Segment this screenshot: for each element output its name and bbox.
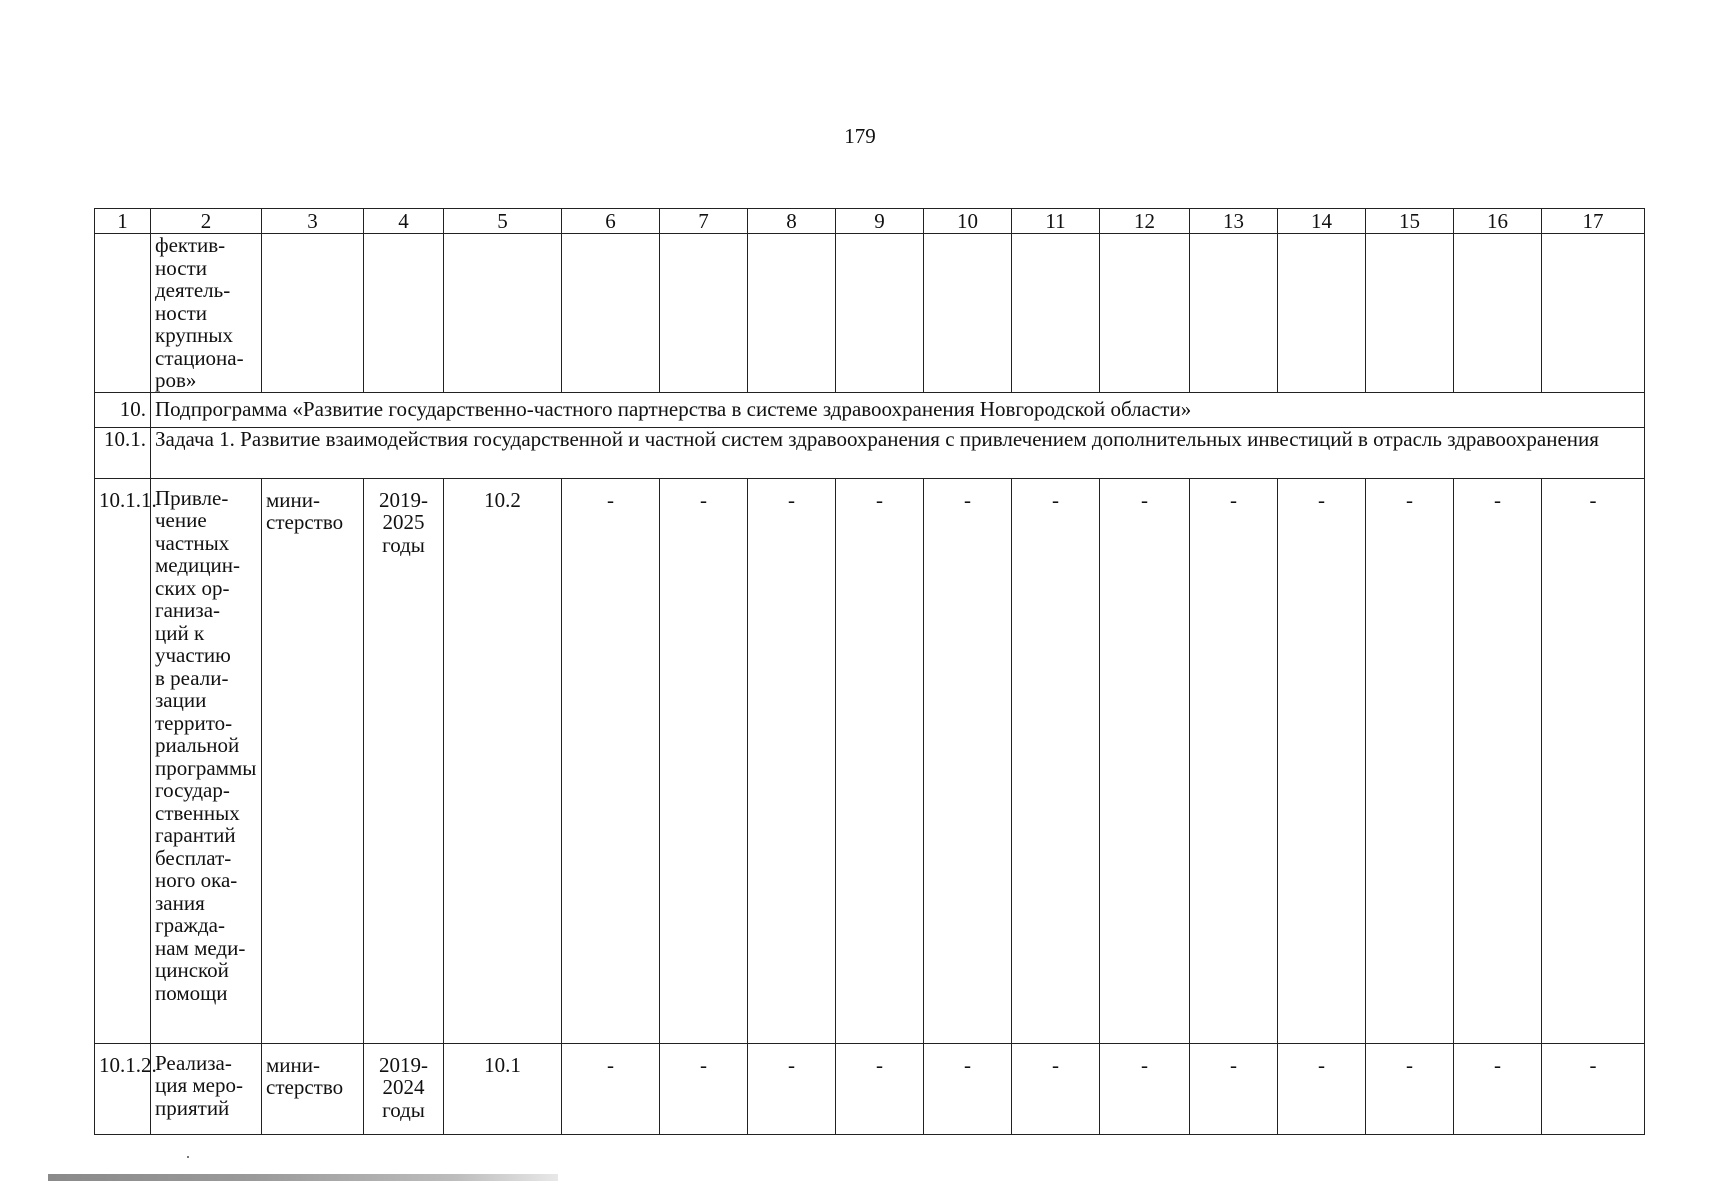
empty-cell (1366, 234, 1454, 393)
header-cell: 17 (1542, 209, 1645, 234)
scan-artifact-dot (187, 1156, 189, 1158)
empty-cell (444, 234, 562, 393)
row-number: 10.1.2. (95, 1043, 151, 1134)
value-cell: - (1542, 478, 1645, 1043)
empty-cell (1542, 234, 1645, 393)
value-cell: - (924, 478, 1012, 1043)
empty-cell (836, 234, 924, 393)
value-cell: - (1278, 1043, 1366, 1134)
empty-cell (95, 234, 151, 393)
empty-cell (364, 234, 444, 393)
activity-row (95, 1043, 1645, 1134)
header-cell: 2 (151, 209, 262, 234)
header-cell: 13 (1190, 209, 1278, 234)
header-cell: 10 (924, 209, 1012, 234)
subprogram-title: Подпрограмма «Развитие государственно-частного партнерства в системе здравоохранения Новгородской области» (151, 392, 1645, 427)
value-cell: - (1190, 478, 1278, 1043)
header-row (95, 209, 1645, 234)
value-cell: - (1278, 478, 1366, 1043)
value-cell: - (924, 1043, 1012, 1134)
value-cell: - (748, 1043, 836, 1134)
header-cell: 5 (444, 209, 562, 234)
scan-artifact-line (48, 1174, 558, 1181)
empty-cell (660, 234, 748, 393)
header-cell: 3 (262, 209, 364, 234)
value-cell: - (660, 1043, 748, 1134)
program-table (94, 208, 1645, 1135)
header-cell: 15 (1366, 209, 1454, 234)
row-number: 10.1.1. (95, 478, 151, 1043)
value-cell: - (1454, 478, 1542, 1043)
value-cell: - (1190, 1043, 1278, 1134)
activity-row (95, 478, 1645, 1043)
value-cell: - (1542, 1043, 1645, 1134)
period-cell: 2019- 2025 годы (364, 478, 444, 1043)
period-cell: 2019- 2024 годы (364, 1043, 444, 1134)
value-cell: - (562, 478, 660, 1043)
header-cell: 1 (95, 209, 151, 234)
task-title: Задача 1. Развитие взаимодействия государственной и частной систем здравоохранения с привлечением дополнительных инвестиций в отрасль здравоохранения (151, 427, 1645, 478)
header-cell: 4 (364, 209, 444, 234)
value-cell: - (1454, 1043, 1542, 1134)
task-row (95, 427, 1645, 478)
value-cell: - (1366, 478, 1454, 1043)
value-cell: - (1012, 478, 1100, 1043)
header-cell: 12 (1100, 209, 1190, 234)
value-cell: - (1366, 1043, 1454, 1134)
empty-cell (1454, 234, 1542, 393)
header-cell: 16 (1454, 209, 1542, 234)
value-cell: - (748, 478, 836, 1043)
header-cell: 7 (660, 209, 748, 234)
row-number: 10. (95, 392, 151, 427)
page-number: 179 (844, 124, 876, 148)
indicator-cell: 10.1 (444, 1043, 562, 1134)
value-cell: - (562, 1043, 660, 1134)
empty-cell (748, 234, 836, 393)
executor-cell: мини- стерство (262, 1043, 364, 1134)
value-cell: - (660, 478, 748, 1043)
header-cell: 14 (1278, 209, 1366, 234)
header-cell: 11 (1012, 209, 1100, 234)
header-cell: 6 (562, 209, 660, 234)
empty-cell (1190, 234, 1278, 393)
value-cell: - (1100, 478, 1190, 1043)
header-cell: 8 (748, 209, 836, 234)
executor-cell: мини- стерство (262, 478, 364, 1043)
value-cell: - (836, 478, 924, 1043)
row-number: 10.1. (95, 427, 151, 478)
activity-name-cell: фектив- ности деятель- ности крупных стациона- ров» (151, 234, 262, 393)
empty-cell (1100, 234, 1190, 393)
activity-name-cell: Привле- чение частных медицин- ских ор- ганиза- ций к участию в реали- зации террито- риальной программы государ- ственных гарантий бесплат- ного ока- зания гражда- нам меди- цинской помощи (151, 478, 262, 1043)
activity-name-cell: Реализа- ция меро- приятий (151, 1043, 262, 1134)
indicator-cell: 10.2 (444, 478, 562, 1043)
empty-cell (262, 234, 364, 393)
empty-cell (562, 234, 660, 393)
subprogram-row (95, 392, 1645, 427)
value-cell: - (1100, 1043, 1190, 1134)
value-cell: - (1012, 1043, 1100, 1134)
empty-cell (1012, 234, 1100, 393)
header-cell: 9 (836, 209, 924, 234)
continuation-row (95, 234, 1645, 393)
empty-cell (1278, 234, 1366, 393)
value-cell: - (836, 1043, 924, 1134)
empty-cell (924, 234, 1012, 393)
